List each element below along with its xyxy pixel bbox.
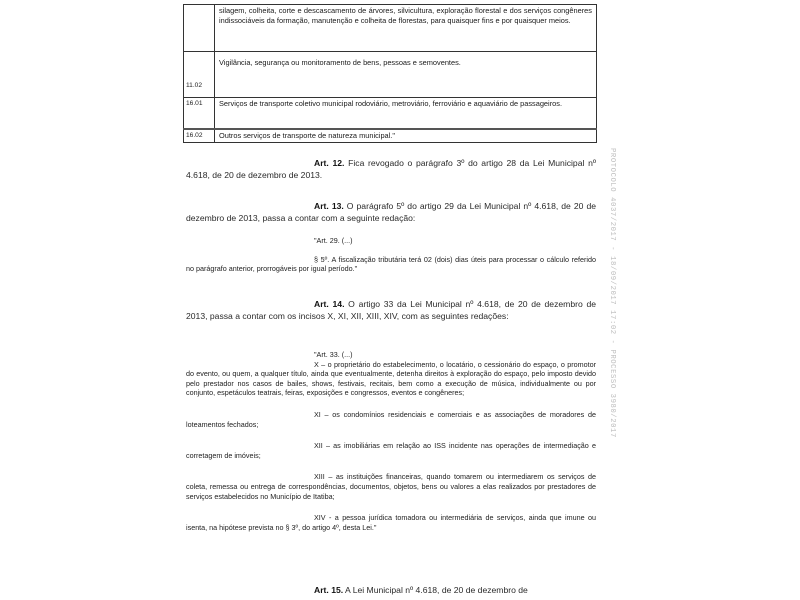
service-code: 16.01 <box>184 98 215 130</box>
quote-lead: § 5º. A fiscalização tributária terá 02 (dois) dias úteis para <box>314 254 504 264</box>
service-description: silagem, colheita, corte e descascamento de árvores, silvicultura, exploração florestal e dos serviços congêneres indissociáveis da formação, manutenção e colheita de florestas, para quaisquer fins e por quaisquer meios. <box>215 5 597 52</box>
service-description: Outros serviços de transporte de natureza municipal." <box>215 129 597 142</box>
inciso-x <box>186 360 596 398</box>
service-description: Vigilância, segurança ou monitoramento de bens, pessoas e semoventes. <box>215 52 597 98</box>
inciso-xii <box>186 441 596 460</box>
protocol-stamp <box>606 148 616 538</box>
inciso-lead: XIII – as instituições financeiras, quando tomarem ou <box>314 472 494 482</box>
quote-heading: "Art. 29. (...) <box>314 236 353 245</box>
article-15 <box>186 585 596 597</box>
services-table <box>183 4 597 143</box>
article-12 <box>186 158 596 181</box>
inciso-lead: X – o proprietário do estabelecimento, o locatário, o <box>314 359 482 369</box>
inciso-lead: XI – os condomínios residenciais e comerciais e as <box>314 409 492 419</box>
article-14-quote <box>186 350 596 532</box>
inciso-rest: associações de moradores de loteamentos fechados; <box>186 409 596 429</box>
article-label: Art. 12. <box>314 158 345 168</box>
article-text: O parágrafo 5º do artigo 29 da Lei Municipal nº 4.618, de 20 de dezembro de 2013, passa a contar com a seguinte redação: <box>186 201 596 223</box>
quote-heading: "Art. 33. (...) <box>314 350 353 359</box>
table-row <box>184 98 597 130</box>
article-text: Fica revogado o parágrafo 3º do artigo 28 da Lei Municipal nº 4.618, de 20 de dezembro de 2013. <box>186 158 596 180</box>
inciso-xiii <box>186 472 596 501</box>
inciso-rest: intermediarem os serviços de coleta, remessa ou entrega de correspondências, documentos, objetos, bens ou valores a elas realizados por prestadores de serviços estabelecidos no Município de Itatiba; <box>186 472 597 501</box>
service-code: 16.02 <box>184 129 215 142</box>
inciso-xiv <box>186 513 596 532</box>
service-code: 11.02 <box>184 52 215 98</box>
inciso-rest: cessionário do espaço, o promotor do evento, ou quem, a qualquer título, ainda que eventualmente, detenha direitos à exploração do espaço, pelo imposto devido pelo prestador nos casos de bailes, shows, festivais, recitais, bem como a execução de música, individualmente ou por conjunto, espetáculos teatrais, feiras, exposições e congressos, eventos e congêneres; <box>186 359 596 398</box>
service-description: Serviços de transporte coletivo municipal rodoviário, metroviário, ferroviário e aquaviário de passageiros. <box>215 98 597 130</box>
article-label: Art. 13. <box>314 201 344 211</box>
inciso-rest: ainda que imune ou isenta, na hipótese prevista no § 3º, do artigo 4º, desta Lei." <box>186 513 596 532</box>
inciso-lead: XIV - a pessoa jurídica tomadora ou intermediária de serviços, <box>314 513 526 523</box>
table-row <box>184 5 597 52</box>
article-13-quote <box>186 236 596 274</box>
table-row <box>184 129 597 142</box>
article-label: Art. 15. <box>314 585 344 595</box>
table-row <box>184 52 597 98</box>
protocol-stamp-text: PROTOCOLO 4037/2017 - 18/09/2017 17:02 - PROCESSO 3980/2017 <box>608 148 616 438</box>
service-code <box>184 5 215 52</box>
inciso-xi <box>186 410 596 429</box>
inciso-lead: XII – as imobiliárias em relação ao ISS incidente nas operações <box>314 441 530 451</box>
article-text: A Lei Municipal nº 4.618, de 20 de dezembro de <box>343 585 528 595</box>
quote-rest: processar o cálculo referido no parágrafo anterior, prorrogáveis por igual período." <box>186 254 596 274</box>
article-text: O artigo 33 da Lei Municipal nº 4.618, de 20 de dezembro de 2013, passa a contar com os incisos X, XI, XII, XIII, XIV, com as seguintes redações: <box>186 299 597 321</box>
article-label: Art. 14. <box>314 299 345 309</box>
inciso-rest: de intermediação e corretagem de imóveis; <box>186 441 596 460</box>
article-14 <box>186 299 596 322</box>
article-13 <box>186 201 596 224</box>
